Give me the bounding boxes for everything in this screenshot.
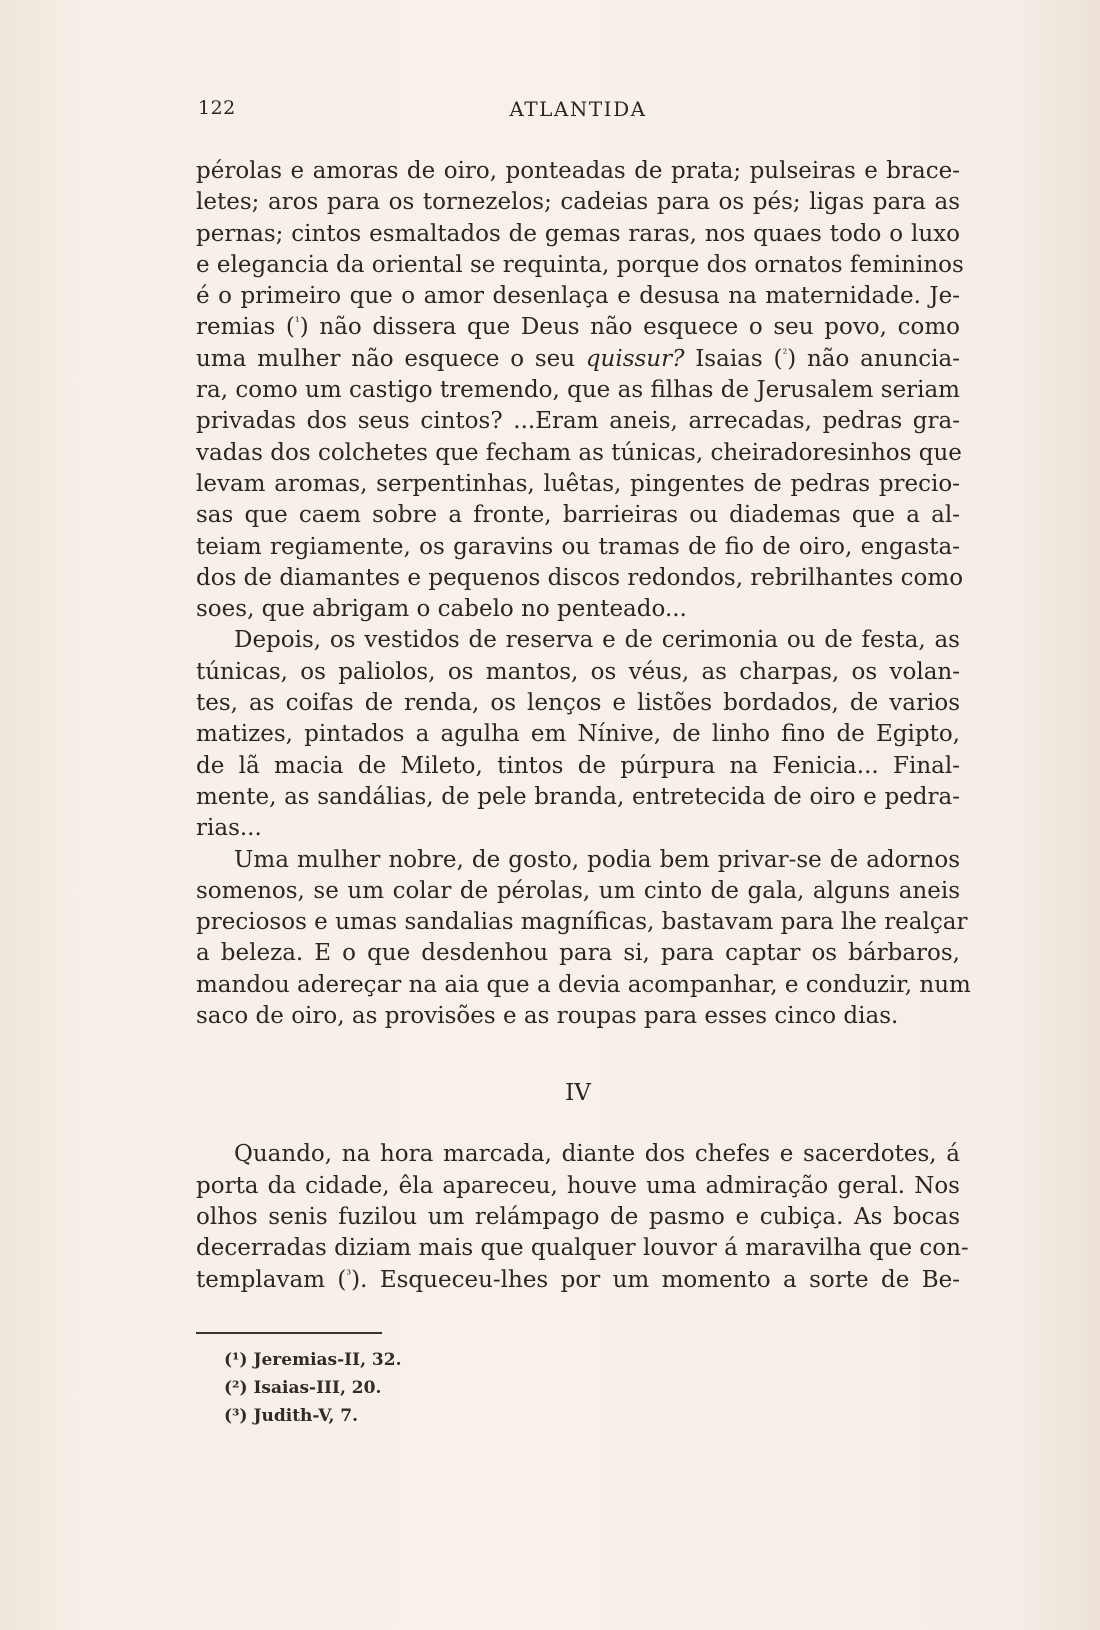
text-line: e elegancia da oriental se requinta, porque dos ornatos femininos xyxy=(196,251,964,278)
text-line: túnicas, os paliolos, os mantos, os véus, as charpas, os volan- xyxy=(196,658,960,685)
text-line: ra, como um castigo tremendo, que as filhas de Jerusalem seriam xyxy=(196,377,960,404)
text-line: mandou adereçar na aia que a devia acompanhar, e conduzir, num xyxy=(196,971,971,998)
text-line xyxy=(196,1265,960,1296)
text-line: teiam regiamente, os garavins ou tramas de fio de oiro, engasta- xyxy=(196,533,960,560)
footnote-3: (³) Judith-V, 7. xyxy=(224,1406,359,1426)
text-line: olhos senis fuzilou um relámpago de pasmo e cubiça. As bocas xyxy=(196,1203,960,1230)
page-header xyxy=(198,97,958,127)
text-line: rias... xyxy=(196,815,262,842)
page-number: 122 xyxy=(198,97,236,119)
text-line: dos de diamantes e pequenos discos redondos, rebrilhantes como xyxy=(196,564,964,591)
footnote-ref-3: ³ xyxy=(346,1266,352,1281)
text-line: Depois, os vestidos de reserva e de cerimonia ou de festa, as xyxy=(234,627,960,654)
text-line: de lã macia de Mileto, tintos de púrpura na Fenicia... Final- xyxy=(196,752,960,779)
text-line: levam aromas, serpentinhas, luêtas, pingentes de pedras precio- xyxy=(196,470,960,497)
text-line: letes; aros para os tornezelos; cadeias para os pés; ligas para as xyxy=(196,189,960,216)
footnote-1: (¹) Jeremias-II, 32. xyxy=(224,1350,402,1370)
footnote-ref-1: ¹ xyxy=(294,314,300,329)
paragraph-1 xyxy=(196,156,964,625)
footnote-ref-2: ² xyxy=(782,346,788,361)
text-line: decerradas diziam mais que qualquer louvor á maravilha que con- xyxy=(196,1235,969,1262)
text-line: vadas dos colchetes que fecham as túnicas, cheiradoresinhos que xyxy=(196,439,962,466)
text-segment: ) não dissera que Deus não esquece o seu povo, como xyxy=(299,314,960,341)
text-line: soes, que abrigam o cabelo no penteado... xyxy=(196,596,687,623)
text-segment: remias ( xyxy=(196,314,295,341)
text-line: Quando, na hora marcada, diante dos chefes e sacerdotes, á xyxy=(234,1141,960,1168)
text-line xyxy=(196,344,960,375)
text-line: somenos, se um colar de pérolas, um cinto de gala, alguns aneis xyxy=(196,877,960,904)
section-heading: IV xyxy=(565,1080,591,1107)
text-line: a beleza. E o que desdenhou para si, para captar os bárbaros, xyxy=(196,940,960,967)
text-line: matizes, pintados a agulha em Nínive, de linho fino de Egipto, xyxy=(196,721,960,748)
text-line: é o primeiro que o amor desenlaça e desusa na maternidade. Je- xyxy=(196,283,960,310)
text-segment: ) não anuncia- xyxy=(787,345,960,372)
italic-word: quissur? xyxy=(585,345,685,372)
text-line: tes, as coifas de renda, os lenços e listões bordados, de varios xyxy=(196,690,960,717)
text-line xyxy=(196,312,960,343)
text-segment: uma mulher não esquece o seu xyxy=(196,345,586,372)
text-line: pérolas e amoras de oiro, ponteadas de prata; pulseiras e brace- xyxy=(196,158,960,184)
running-title: ATLANTIDA xyxy=(509,97,647,121)
text-segment: Isaias ( xyxy=(684,345,783,372)
footnote-2: (²) Isaias-III, 20. xyxy=(224,1378,382,1398)
text-line: pernas; cintos esmaltados de gemas raras, nos quaes todo o luxo xyxy=(196,220,960,247)
paragraph-4 xyxy=(196,1139,969,1295)
text-line: Uma mulher nobre, de gosto, podia bem privar-se de adornos xyxy=(234,846,960,873)
footnotes xyxy=(224,1346,402,1430)
body-text xyxy=(196,156,971,1296)
footnote-rule xyxy=(196,1332,382,1334)
text-segment: templavam ( xyxy=(196,1266,347,1293)
text-line: privadas dos seus cintos? ...Eram aneis, arrecadas, pedras gra- xyxy=(196,408,960,435)
text-line: mente, as sandálias, de pele branda, entretecida de oiro e pedra- xyxy=(196,783,960,810)
paragraph-2 xyxy=(196,625,960,844)
text-line: saco de oiro, as provisões e as roupas para esses cinco dias. xyxy=(196,1003,899,1030)
text-line: porta da cidade, êla apareceu, houve uma admiração geral. Nos xyxy=(196,1172,960,1199)
text-segment: ). Esqueceu-lhes por um momento a sorte de Be- xyxy=(351,1266,960,1293)
text-line: sas que caem sobre a fronte, barrieiras ou diademas que a al- xyxy=(196,502,960,529)
paragraph-3 xyxy=(196,845,971,1033)
text-line: preciosos e umas sandalias magníficas, bastavam para lhe realçar xyxy=(196,909,968,936)
